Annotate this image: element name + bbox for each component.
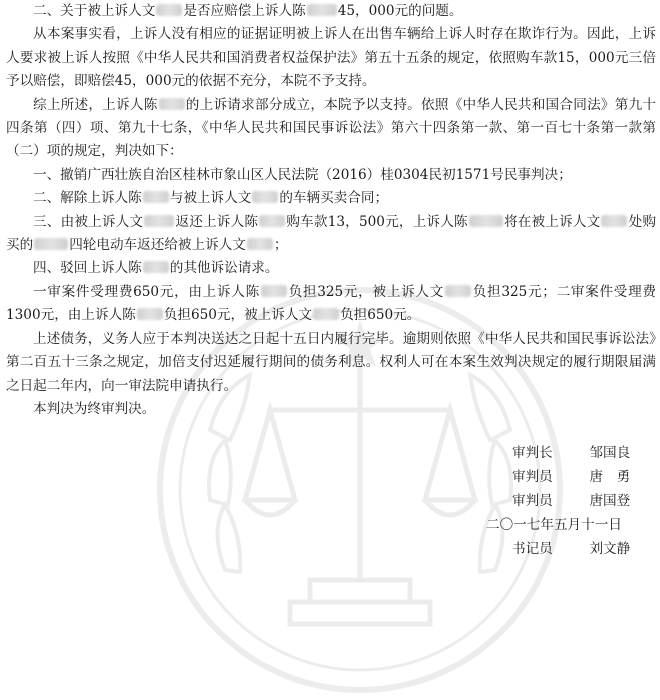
judge-line-two [512,491,630,511]
judge-title: 审判员 [512,493,553,509]
redacted-name [247,238,273,250]
redacted-name [252,191,278,203]
ruling-item-three: 三、由被上诉人文 返还上诉人陈 购车款13，500元，上诉人陈 将在被上诉人文 处购买的 四轮电动车返还给被上诉人文 ； [6,213,657,254]
redacted-name [143,191,169,203]
redacted-name [159,98,185,110]
judge-title: 审判员 [512,469,553,485]
clerk-name: 刘文静 [589,541,631,557]
redacted-name [261,285,287,297]
redacted-name [143,261,169,273]
redacted-name [307,4,337,16]
ruling-item-one: 一、撤销广西壮族自治区桂林市象山区人民法院（2016）桂0304民初1571号民事判决； [33,166,572,183]
redacted-name [469,215,503,227]
paragraph-issue-two: 二、关于被上诉人文 是否应赔偿上诉人陈 45，000元的问题。 [33,3,463,19]
redacted-name [445,285,471,297]
presiding-judge-line [512,443,630,463]
redacted-name [259,215,285,227]
paragraph-facts: 从本案事实看，上诉人没有相应的证据证明被上诉人在出售车辆给上诉人时存在欺诈行为。因此，上诉人要求被上诉人按照《中华人民共和国消费者权益保护法》第五十五条的规定，依照购车款15，000元三倍予以赔偿，即赔偿45，000元的依据不充分，本院不予支持。 [6,26,656,90]
redacted-name [137,308,163,320]
judge-name: 唐国登 [589,493,631,509]
judge-name: 唐 勇 [589,469,631,485]
paragraph-court-fees: 一审案件受理费650元，由上诉人陈 负担325元，被上诉人文 负担325元；二审案件受理费1300元，由上诉人陈 负担650元，被上诉人文 负担650元。 [6,283,656,324]
judgment-date: 二〇一七年五月十一日 [486,517,622,533]
paragraph-performance: 上述债务，义务人应于本判决送达之日起十五日内履行完毕。逾期则依照《中华人民共和国民事诉讼法》第二百五十三条之规定，加倍支付迟延履行期间的债务利息。权利人可在本案生效判决规定的履行期限届满之日起二年内，向一审法院申请执行。 [6,330,656,394]
clerk-title: 书记员 [512,541,553,557]
presiding-judge-title: 审判长 [512,445,553,461]
redacted-name [34,238,68,250]
ruling-item-four: 四、驳回上诉人陈 的其他诉讼请求。 [33,260,279,277]
redacted-name [313,308,339,320]
redacted-name [156,4,182,16]
paragraph-summary: 综上所述，上诉人陈 的上诉请求部分成立，本院予以支持。依照《中华人民共和国合同法》第九十四条第（四）项、第九十七条，《中华人民共和国民事诉讼法》第六十四条第一款、第一百七十条第一款第（二）项的规定，判决如下： [6,96,657,160]
presiding-judge-name: 邹国良 [589,445,631,461]
ruling-item-two: 二、解除上诉人陈 与被上诉人文 的车辆买卖合同； [33,190,389,207]
paragraph-final-judgment: 本判决为终审判决。 [33,400,156,417]
clerk-line [512,539,630,559]
redacted-name [601,215,627,227]
judgment-body [6,0,656,421]
judge-line-one [512,467,630,487]
redacted-name [144,215,174,227]
